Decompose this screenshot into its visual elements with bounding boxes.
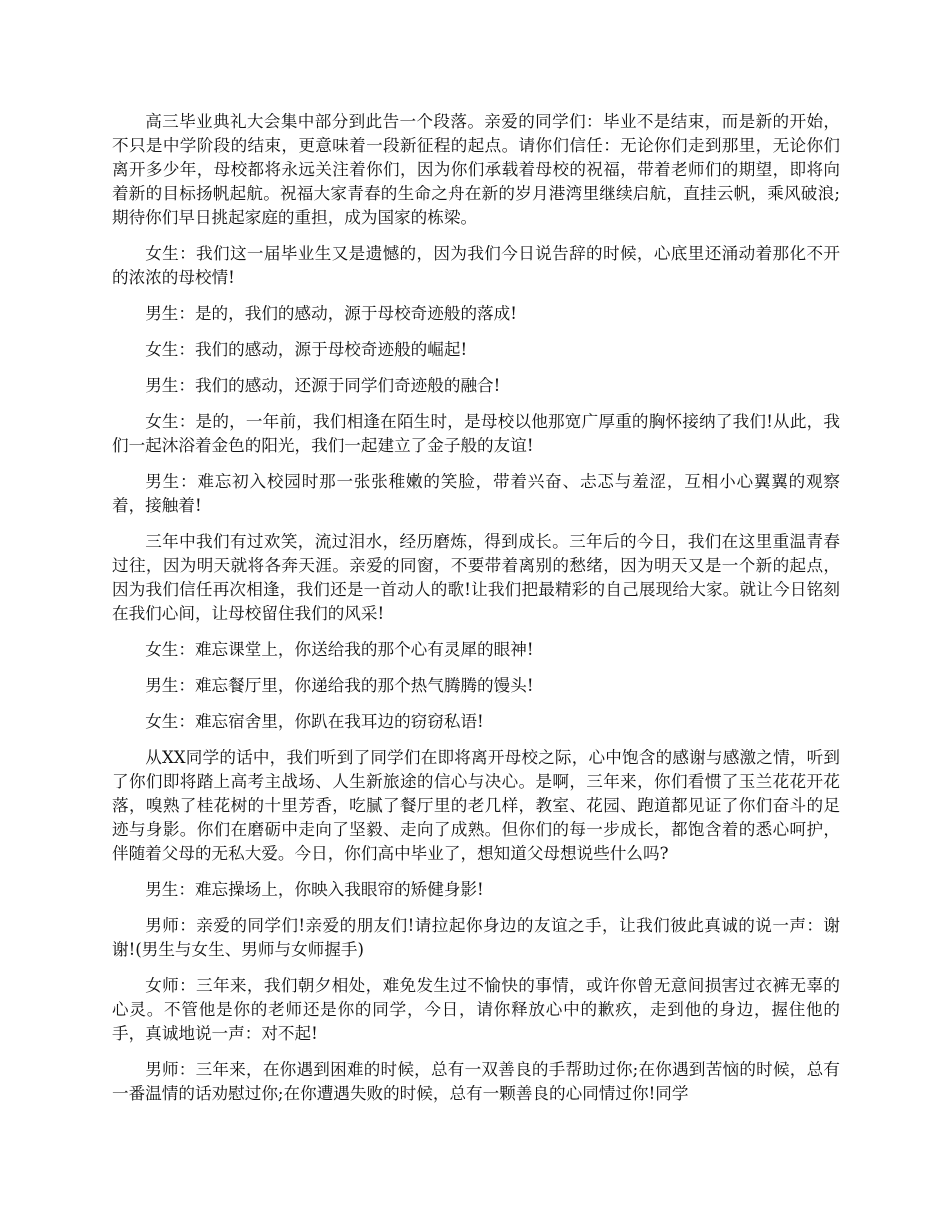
paragraph-1: 高三毕业典礼大会集中部分到此告一个段落。亲爱的同学们：毕业不是结束，而是新的开始，不只是中学阶段的结束，更意味着一段新征程的起点。请你们信任：无论你们走到那里，无论你们离开多少年，母校都将永远关注着你们，因为你们承载着母校的祝福，带着老师们的期望，即将向着新的目标扬帆起航。祝福大家青春的生命之舟在新的岁月港湾里继续启航，直挂云帆，乘风破浪;期待你们早日挑起家庭的重担，成为国家的栋梁。: [112, 112, 840, 227]
paragraph-4: 女生：我们的感动，源于母校奇迹般的崛起!: [145, 340, 468, 359]
paragraph-12: 从XX同学的话中，我们听到了同学们在即将离开母校之际，心中饱含的感谢与感激之情，听到了你们即将踏上高考主战场、人生新旅途的信心与决心。是啊，三年来，你们看惯了玉兰花花开花落，嗅熟了桂花树的十里芳香，吃腻了餐厅里的老几样，教室、花园、跑道都见证了你们奋斗的足迹与身影。你们在磨砺中走向了坚毅、走向了成熟。但你们的每一步成长，都饱含着的悉心呵护，伴随着父母的无私大爱。今日，你们高中毕业了，想知道父母想说些什么吗?: [112, 748, 840, 863]
paragraph-9: 女生：难忘课堂上，你送给我的那个心有灵犀的眼神!: [145, 640, 534, 659]
paragraph-11: 女生：难忘宿舍里，你趴在我耳边的窃窃私语!: [145, 712, 484, 731]
paragraph-7: 男生：难忘初入校园时那一张张稚嫩的笑脸，带着兴奋、忐忑与羞涩，互相小心翼翼的观察着，接触着!: [112, 472, 840, 515]
paragraph-2: 女生：我们这一届毕业生又是遗憾的，因为我们今日说告辞的时候，心底里还涌动着那化不开的浓浓的母校情!: [112, 244, 840, 287]
paragraph-16: 男师：三年来，在你遇到困难的时候，总有一双善良的手帮助过你;在你遇到苦恼的时候，总有一番温情的话劝慰过你;在你遭遇失败的时候，总有一颗善良的心同情过你!同学: [112, 1060, 840, 1103]
paragraph-3: 男生：是的，我们的感动，源于母校奇迹般的落成!: [145, 304, 517, 323]
paragraph-15: 女师：三年来，我们朝夕相处，难免发生过不愉快的事情，或许你曾无意间损害过衣裤无辜的心灵。不管他是你的老师还是你的同学，今日，请你释放心中的歉疚，走到他的身边，握住他的手，真诚地说一声：对不起!: [112, 976, 840, 1043]
document-body: [112, 110, 840, 1118]
paragraph-5: 男生：我们的感动，还源于同学们奇迹般的融合!: [145, 376, 501, 395]
paragraph-6: 女生：是的，一年前，我们相逢在陌生时，是母校以他那宽广厚重的胸怀接纳了我们!从此，我们一起沐浴着金色的阳光，我们一起建立了金子般的友谊!: [112, 412, 840, 455]
paragraph-13: 男生：难忘操场上，你映入我眼帘的矫健身影!: [145, 880, 484, 899]
paragraph-14: 男师：亲爱的同学们!亲爱的朋友们!请拉起你身边的友谊之手，让我们彼此真诚的说一声：谢谢!(男生与女生、男师与女师握手): [112, 916, 840, 959]
paragraph-8: 三年中我们有过欢笑，流过泪水，经历磨炼，得到成长。三年后的今日，我们在这里重温青春过往，因为明天就将各奔天涯。亲爱的同窗，不要带着离别的愁绪，因为明天又是一个新的起点，因为我们信任再次相逢，我们还是一首动人的歌!让我们把最精彩的自己展现给大家。就让今日铭刻在我们心间，让母校留住我们的风采!: [112, 532, 840, 623]
paragraph-10: 男生：难忘餐厅里，你递给我的那个热气腾腾的馒头!: [145, 676, 534, 695]
